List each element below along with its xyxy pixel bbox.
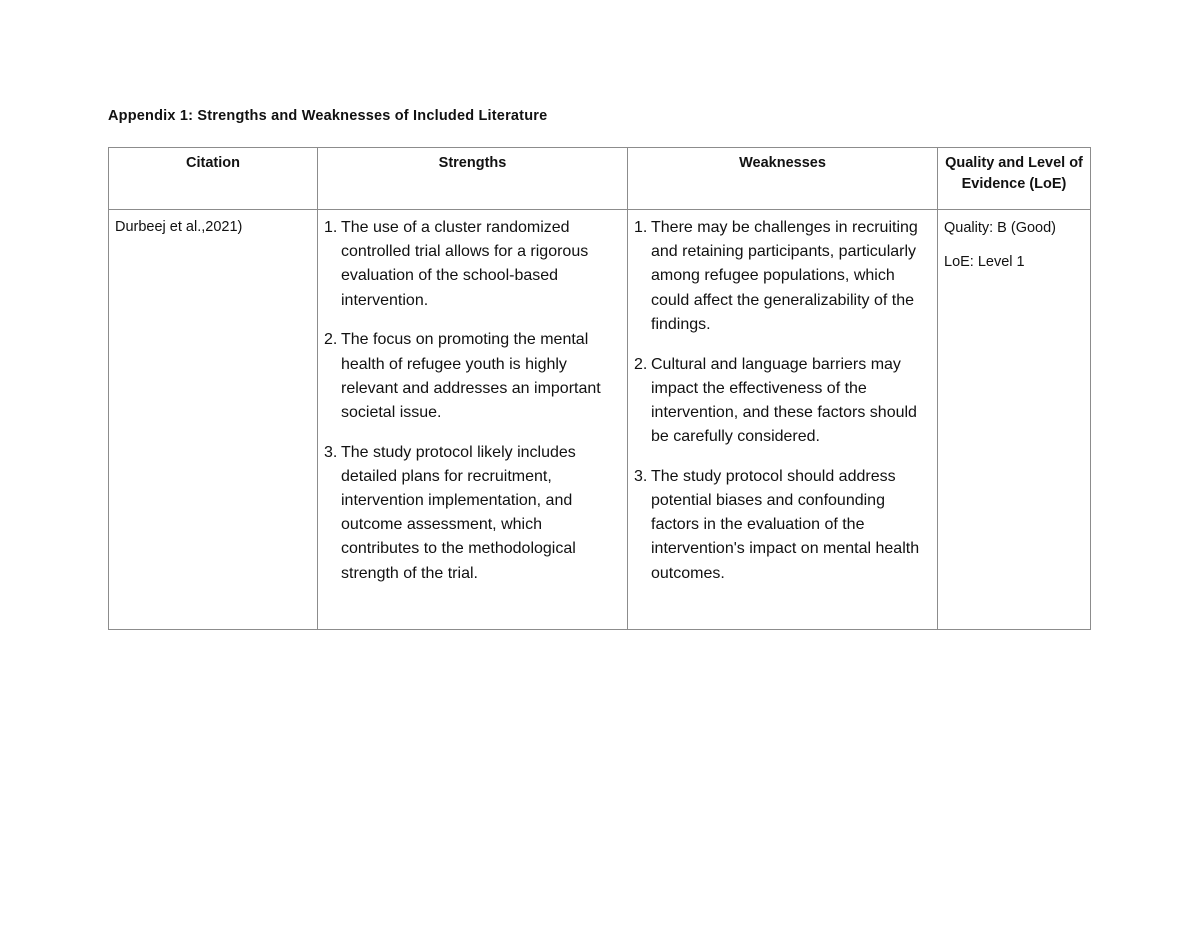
header-strengths: Strengths — [318, 148, 628, 210]
header-row — [109, 148, 1091, 210]
list-number: 2. — [634, 355, 648, 373]
header-quality: Quality and Level of Evidence (LoE) — [938, 148, 1091, 210]
header-citation: Citation — [109, 148, 318, 210]
quality-cell — [938, 210, 1091, 630]
list-text: There may be challenges in recruiting and retaining participants, particularly among refugee populations, which could affect the generalizability of the findings. — [651, 219, 918, 333]
list-text: The use of a cluster randomized controlled trial allows for a rigorous evaluation of the school-based intervention. — [341, 219, 589, 309]
list-item — [324, 216, 621, 313]
list-item — [634, 216, 931, 337]
list-number: 3. — [324, 443, 338, 461]
list-text: Cultural and language barriers may impact the effectiveness of the intervention, and these factors should be carefully considered. — [651, 355, 917, 446]
header-weaknesses: Weaknesses — [628, 148, 938, 210]
citation-cell — [109, 210, 318, 630]
page-title: Appendix 1: Strengths and Weaknesses of Included Literature — [108, 108, 548, 124]
list-number: 2. — [324, 331, 338, 349]
list-item — [634, 465, 931, 586]
list-item — [324, 441, 621, 586]
strengths-list — [324, 216, 621, 586]
list-number: 1. — [324, 219, 338, 236]
list-item — [634, 353, 931, 450]
quality-block — [944, 216, 1084, 274]
strengths-cell — [318, 210, 628, 630]
list-number: 3. — [634, 467, 648, 485]
citation-text: Durbeej et al.,2021) — [115, 219, 243, 235]
list-text: The focus on promoting the mental health of refugee youth is highly relevant and addresses an important societal issue. — [341, 331, 601, 421]
weaknesses-cell — [628, 210, 938, 630]
list-item — [324, 328, 621, 425]
literature-table — [108, 147, 1091, 630]
quality-rating: Quality: B (Good) — [944, 220, 1057, 236]
list-number: 1. — [634, 219, 648, 236]
level-of-evidence: LoE: Level 1 — [944, 254, 1025, 270]
table-row — [109, 210, 1091, 630]
weaknesses-list — [634, 216, 931, 586]
list-text: The study protocol likely includes detailed plans for recruitment, intervention implementation, and outcome assessment, which contributes to the methodological strength of the trial. — [341, 443, 576, 582]
list-text: The study protocol should address potential biases and confounding factors in the evaluation of the intervention's impact on mental health outcomes. — [651, 467, 920, 582]
